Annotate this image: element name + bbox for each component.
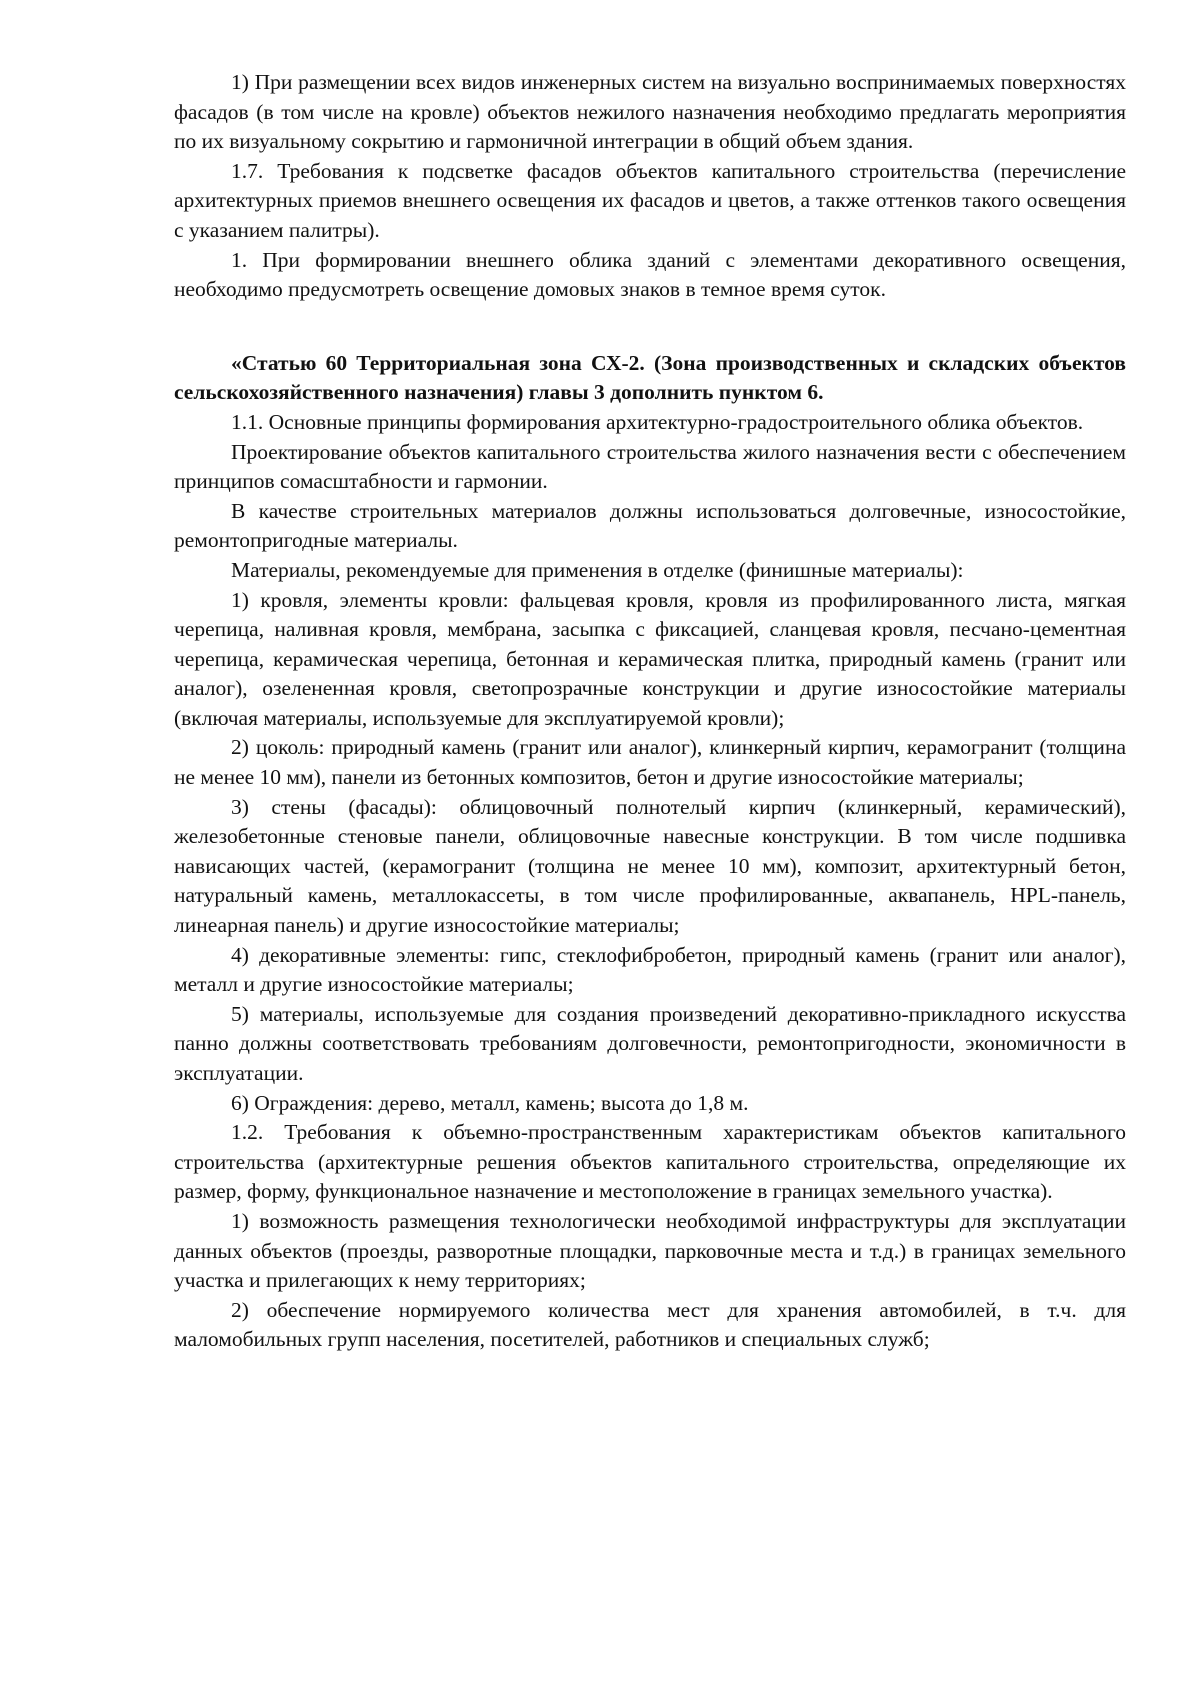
section-gap	[174, 305, 1126, 349]
section-heading: «Статью 60 Территориальная зона СХ-2. (Зона производственных и складских объектов сельскохозяйственного назначения) главы 3 дополнить пунктом 6.	[174, 350, 1126, 405]
document-page	[174, 68, 1126, 1355]
paragraph-house-signs-lighting: 1. При формировании внешнего облика зданий с элементами декоративного освещения, необходимо предусмотреть освещение домовых знаков в темное время суток.	[174, 247, 1126, 302]
list-item-applied-art: 5) материалы, используемые для создания произведений декоративно-прикладного искусства панно должны соответствовать требованиям долговечности, ремонтопригодности, экономичности в эксплуатации.	[174, 1001, 1126, 1085]
list-item-roof: 1) кровля, элементы кровли: фальцевая кровля, кровля из профилированного листа, мягкая черепица, наливная кровля, мембрана, засыпка с фиксацией, сланцевая кровля, песчано-цементная черепица, керамическая черепица, бетонная и керамическая плитка, природный камень (гранит или аналог), озелененная кровля, светопрозрачные конструкции и другие износостойкие материалы (включая материалы, используемые для эксплуатируемой кровли);	[174, 587, 1126, 730]
list-item-fences: 6) Ограждения: дерево, металл, камень; высота до 1,8 м.	[231, 1090, 749, 1115]
paragraph-design-harmony: Проектирование объектов капитального строительства жилого назначения вести с обеспечением принципов сомасштабности и гармонии.	[174, 439, 1126, 494]
list-item-plinth: 2) цоколь: природный камень (гранит или аналог), клинкерный кирпич, керамогранит (толщина не менее 10 мм), панели из бетонных композитов, бетон и другие износостойкие материалы;	[174, 735, 1126, 790]
list-item-infrastructure: 1) возможность размещения технологически необходимой инфраструктуры для эксплуатации данных объектов (проезды, разворотные площадки, парковочные места и т.д.) в границах земельного участка и прилегающих к нему территориях;	[174, 1208, 1126, 1293]
paragraph-lighting-requirements: 1.7. Требования к подсветке фасадов объектов капитального строительства (перечисление архитектурных приемов внешнего освещения их фасадов и цветов, а также оттенков такого освещения с указанием палитры).	[174, 158, 1126, 242]
list-item-parking: 2) обеспечение нормируемого количества мест для хранения автомобилей, в т.ч. для маломобильных групп населения, посетителей, работников и специальных служб;	[174, 1297, 1126, 1352]
paragraph-finishing-materials-intro: Материалы, рекомендуемые для применения в отделке (финишные материалы):	[231, 557, 964, 582]
list-item-walls: 3) стены (фасады): облицовочный полнотелый кирпич (клинкерный, керамический), железобетонные стеновые панели, облицовочные навесные конструкции. В том числе подшивка нависающих частей, (керамогранит (толщина не менее 10 мм), композит, архитектурный бетон, натуральный камень, металлокассеты, в том числе профилированные, аквапанель, HPL-панель, линеарная панель) и другие износостойкие материалы;	[174, 794, 1126, 938]
paragraph-main-principles: 1.1. Основные принципы формирования архитектурно-градостроительного облика объектов.	[231, 409, 1084, 434]
list-item-decorative-elements: 4) декоративные элементы: гипс, стеклофибробетон, природный камень (гранит или аналог), металл и другие износостойкие материалы;	[174, 942, 1126, 997]
paragraph-building-materials: В качестве строительных материалов должны использоваться долговечные, износостойкие, ремонтопригодные материалы.	[174, 498, 1126, 553]
paragraph-spatial-requirements: 1.2. Требования к объемно-пространственным характеристикам объектов капитального строительства (архитектурные решения объектов капитального строительства, определяющие их размер, форму, функциональное назначение и местоположение в границах земельного участка).	[174, 1120, 1126, 1204]
paragraph-engineering-systems: 1) При размещении всех видов инженерных систем на визуально воспринимаемых поверхностях фасадов (в том числе на кровле) объектов нежилого назначения необходимо предлагать мероприятия по их визуальному сокрытию и гармоничной интеграции в общий объем здания.	[174, 70, 1126, 154]
